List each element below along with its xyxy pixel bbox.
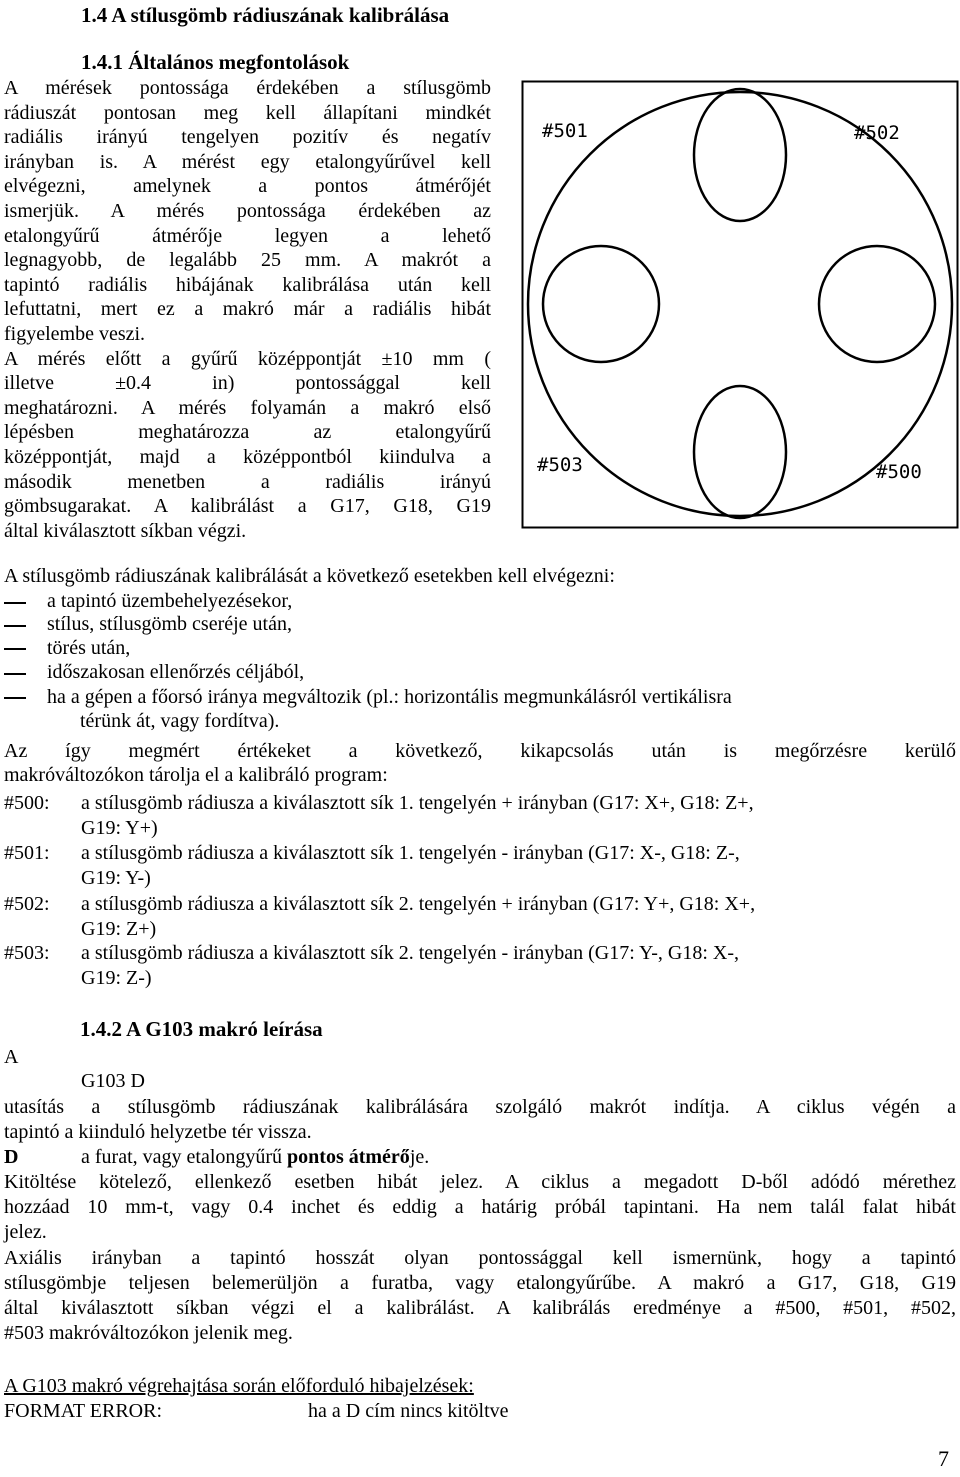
a-label: A: [4, 1046, 19, 1068]
fill-line: jelez.: [4, 1221, 47, 1243]
intro-line: lefuttatni, mert ez a makró már a radiális hibát: [4, 298, 491, 321]
intro-line: meghatározni. A mérés folyamán a makró első: [4, 396, 491, 419]
probe-top: [694, 89, 786, 221]
bullet-item: törés után,: [47, 637, 131, 659]
var-desc-cont: G19: Z+): [81, 918, 157, 940]
axial-line: #503 makróváltozókon jelenik meg.: [4, 1322, 293, 1344]
bullet-dash: [4, 625, 26, 627]
intro-line: elvégezni, amelynek a pontos átmérőjét: [4, 175, 491, 198]
var-desc-cont: G19: Z-): [81, 967, 152, 989]
var-code: #503:: [4, 942, 50, 964]
axial-line: stílusgömbje teljesen belemerüljön a furatba, vagy etalongyűrűbe. A makró a G17, G18, G19: [4, 1272, 956, 1294]
calibration-diagram: [521, 80, 959, 530]
intro-line: irányban is. A mérést egy etalongyűrűvel kell: [4, 150, 491, 173]
var-desc: a stílusgömb rádiusza a kiválasztott sík 1. tengelyén + irányban (G17: X+, G18: Z+,: [81, 792, 754, 814]
bullet-dash: [4, 602, 26, 604]
intro-line: illetve ±0.4 in) pontossággal kell: [4, 372, 491, 395]
fill-line: Kitöltése kötelező, ellenkező esetben hibát jelez. A ciklus a megadott D-ből adódó mérethez: [4, 1171, 956, 1193]
var-code: #501:: [4, 842, 50, 864]
bullet-dash: [4, 697, 26, 699]
label-502: #502: [854, 122, 900, 144]
probe-left: [543, 246, 659, 362]
bullet-item: ha a gépen a főorsó iránya megváltozik (pl.: horizontális megmunkálásról vertikálisra: [47, 686, 732, 708]
bullet-item: időszakosan ellenőrzés céljából,: [47, 661, 305, 683]
bullet-dash: [4, 648, 26, 650]
intro-line: radiális irányú tengelyen pozitív és negatív: [4, 126, 491, 149]
error-code: FORMAT ERROR:: [4, 1400, 163, 1422]
intro-line: rádiuszát pontosan meg kell állapítani mindkét: [4, 101, 491, 124]
intro-line: által kiválasztott síkban végzi.: [4, 519, 247, 542]
intro-line: figyelembe veszi.: [4, 323, 146, 345]
bullet-item-continuation: térünk át, vagy fordítva).: [80, 710, 280, 732]
section-title: 1.4 A stílusgömb rádiuszának kalibrálása: [81, 3, 450, 27]
label-500: #500: [876, 461, 922, 483]
intro-line: második menetben a radiális irányú: [4, 470, 491, 493]
g103-title: 1.4.2 A G103 makró leírása: [80, 1017, 323, 1041]
error-message: ha a D cím nincs kitöltve: [308, 1400, 509, 1422]
d-description: a furat, vagy etalongyűrű pontos átmérője.: [81, 1146, 430, 1168]
var-code: #500:: [4, 792, 50, 814]
g103-desc-line: utasítás a stílusgömb rádiuszának kalibrálására szolgáló makrót indítja. A ciklus végén a: [4, 1096, 956, 1118]
intro-line: tapintó radiális hibájának kalibrálása után kell: [4, 273, 491, 296]
var-desc: a stílusgömb rádiusza a kiválasztott sík 2. tengelyén + irányban (G17: Y+, G18: X+,: [81, 893, 756, 915]
ring-circle: [528, 92, 952, 516]
g103-syntax: G103 D: [81, 1070, 145, 1092]
var-desc-cont: G19: Y+): [81, 817, 158, 839]
g103-desc-line: tapintó a kiinduló helyzetbe tér vissza.: [4, 1121, 312, 1143]
probe-bottom: [694, 386, 786, 518]
var-desc: a stílusgömb rádiusza a kiválasztott sík 2. tengelyén - irányban (G17: Y-, G18: X-,: [81, 942, 739, 964]
subsection-title: 1.4.1 Általános megfontolások: [81, 50, 350, 74]
axial-line: Axiális irányban a tapintó hosszát olyan pontossággal kell ismernünk, hogy a tapintó: [4, 1247, 956, 1269]
store-text-line: Az így megmért értékeket a következő, kikapcsolás után is megőrzésre kerülő: [4, 740, 956, 762]
errors-heading: A G103 makró végrehajtása során előforduló hibajelzések:: [4, 1375, 474, 1397]
bullet-item: a tapintó üzembehelyezésekor,: [47, 590, 293, 612]
cases-intro: A stílusgömb rádiuszának kalibrálását a következő esetekben kell elvégezni:: [4, 565, 615, 587]
label-503: #503: [537, 454, 583, 476]
intro-line: középpontját, majd a középpontból kiindulva a: [4, 446, 491, 468]
fill-line: hozzáad 10 mm-t, vagy 0.4 inchet és eddig a határig próbál tapintani. Ha nem talál falat hibát: [4, 1196, 956, 1218]
bullet-dash: [4, 673, 26, 675]
label-501: #501: [542, 120, 588, 142]
axial-line: által kiválasztott síkban végzi el a kalibrálást. A kalibrálás eredménye a #500, #501, #502,: [4, 1297, 956, 1319]
bullet-item: stílus, stílusgömb cseréje után,: [47, 613, 292, 635]
intro-line: A mérések pontossága érdekében a stílusgömb: [4, 77, 491, 99]
intro-line: lépésben meghatározza az etalongyűrű: [4, 421, 491, 444]
intro-line: A mérés előtt a gyűrű középpontját ±10 mm (: [4, 347, 491, 370]
intro-line: gömbsugarakat. A kalibrálást a G17, G18, G19: [4, 495, 491, 518]
d-label: D: [4, 1146, 19, 1168]
intro-line: ismerjük. A mérés pontossága érdekében az: [4, 200, 491, 222]
store-text-line: makróváltozókon tárolja el a kalibráló program:: [4, 764, 388, 786]
page-number: 7: [938, 1446, 949, 1471]
var-code: #502:: [4, 893, 50, 915]
var-desc: a stílusgömb rádiusza a kiválasztott sík 1. tengelyén - irányban (G17: X-, G18: Z-,: [81, 842, 740, 864]
var-desc-cont: G19: Y-): [81, 867, 151, 889]
intro-line: legnagyobb, de legalább 25 mm. A makrót a: [4, 249, 491, 272]
probe-right: [819, 246, 935, 362]
intro-line: etalongyűrű átmérője legyen a lehető: [4, 224, 491, 247]
